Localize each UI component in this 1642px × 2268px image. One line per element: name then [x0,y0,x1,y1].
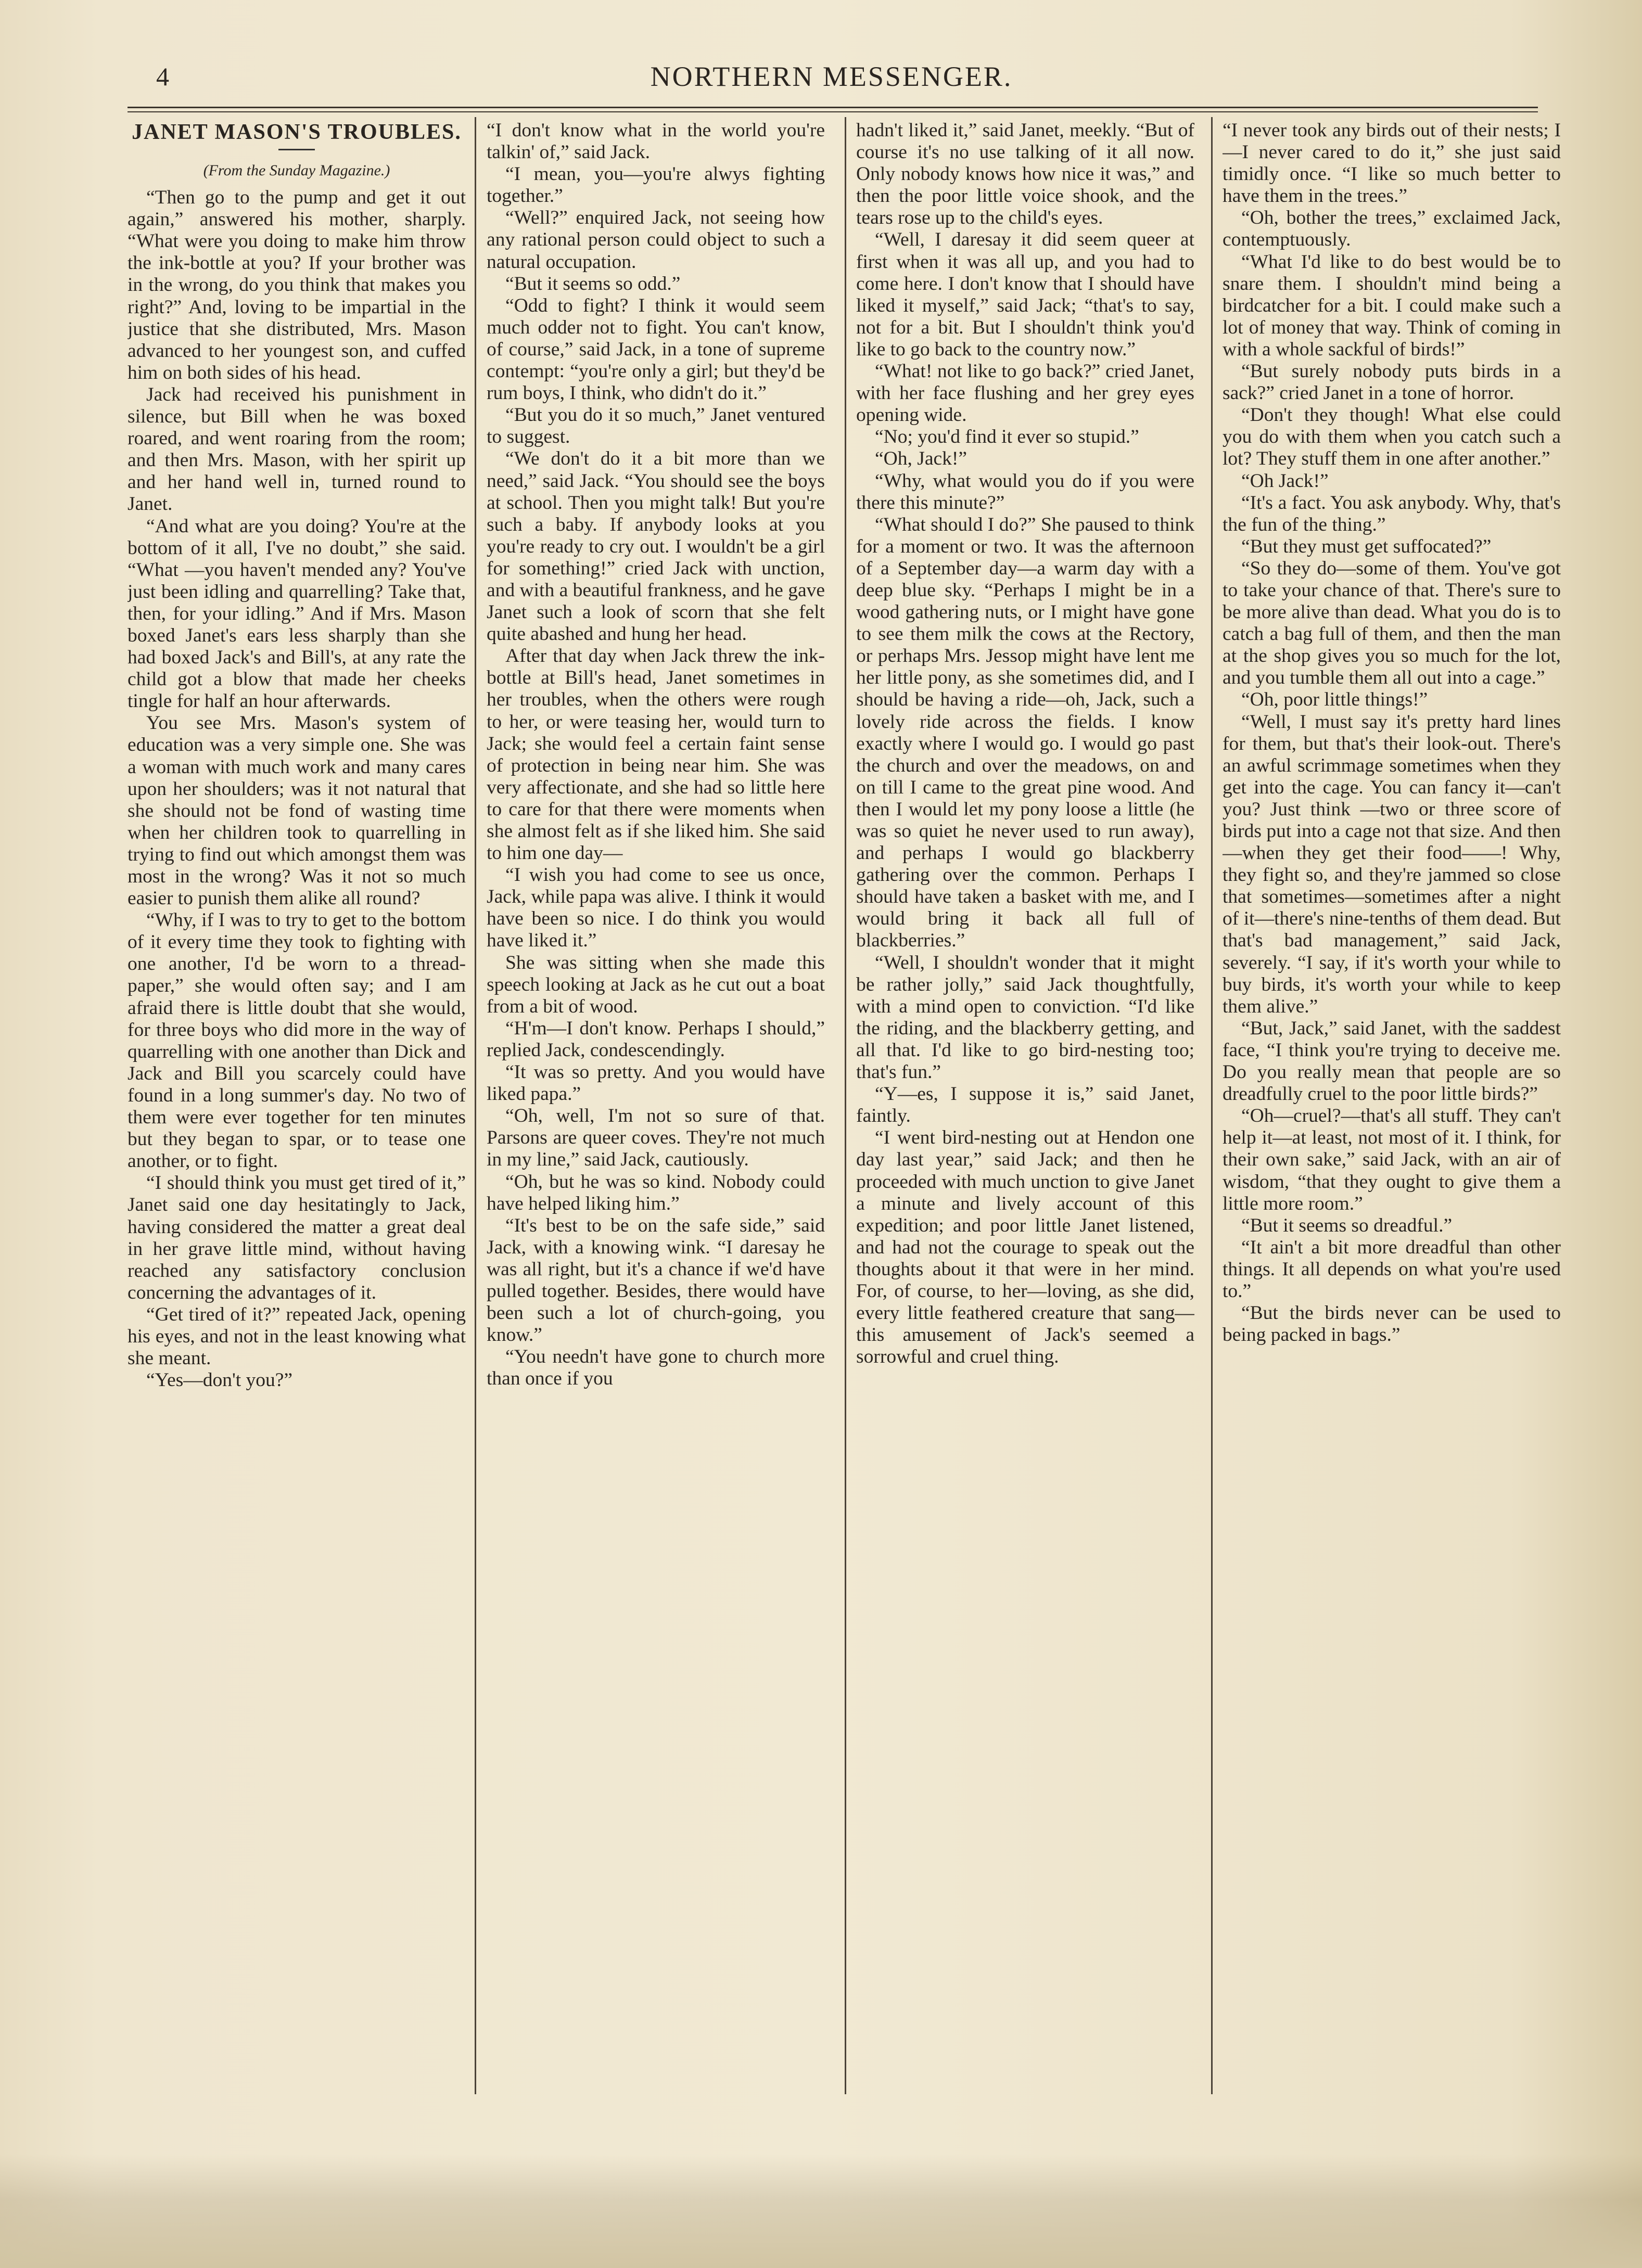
paragraph: “Oh, Jack!” [875,448,967,470]
header-rule-bottom [128,111,1538,112]
paragraph: She was sitting when she made this speech looking at Jack as he cut out a boat from a bit of wood. [487,952,825,1017]
paragraph: hadn't liked it,” said Janet, meekly. “But of course it's no use talking of it all now. Only nobody knows how nice it was,” and then the poor little voice shook, and the tears rose up to the child's eyes. [856,120,1194,229]
paragraph: “It's best to be on the safe side,” said Jack, with a knowing wink. “I daresay he was all right, but it's a chance if we'd have pulled together. Besides, there would have been such a lot of church-going, you know.” [487,1214,825,1346]
paragraph: “Don't they though! What else could you do with them when you catch such a lot? They stuff them in one after another.” [1223,404,1561,470]
paragraph: “Oh, poor little things!” [1241,689,1428,711]
paragraph: You see Mrs. Mason's system of education was a very simple one. She was a woman with much work and many cares upon her shoulders; was it not natural that she should not be fond of wasting time when her children took to quarrelling in trying to find out which amongst them was most in the wrong? Was it not so much easier to punish them alike all round? [128,712,466,909]
paragraph: “But they must get suffocated?” [1241,535,1492,557]
paragraph: “You needn't have gone to church more than once if you [487,1346,825,1390]
paragraph: “H'm—I don't know. Perhaps I should,” replied Jack, condescendingly. [487,1017,825,1061]
story-title: JANET MASON'S TROUBLES. [132,120,462,144]
paragraph: “I never took any birds out of their nests; I—I never cared to do it,” she just said timidly once. “I like so much better to have them in the trees.” [1223,120,1561,207]
paragraph: “It ain't a bit more dreadful than other things. It all depends on what you're used to.” [1223,1236,1561,1302]
page-header [125,57,1538,99]
paragraph: “Yes—don't you?” [146,1369,293,1391]
paragraph: “Oh Jack!” [1241,470,1329,492]
paragraph: “Well, I daresay it did seem queer at first when it was all up, and you had to come here. I don't know that I should have liked it myself,” said Jack; “that's to say, not for a bit. But I shouldn't think you'd like to go back to the country now.” [856,229,1194,360]
header-rule-top [128,107,1538,108]
paragraph: “What I'd like to do best would be to snare them. I shouldn't mind being a birdcatcher for a bit. I could make such a lot of money that way. Think of coming in with a whole sackful of birds!” [1223,251,1561,360]
masthead: NORTHERN MESSENGER. [650,61,1013,92]
paragraph: “But, Jack,” said Janet, with the saddest face, “I think you're trying to deceive me. Do you really mean that people are so dreadfully cruel to the poor little birds?” [1223,1017,1561,1105]
article-column-2 [487,120,825,2097]
paragraph: “I don't know what in the world you're talkin' of,” said Jack. [487,120,825,163]
column-rule-2 [845,117,846,2094]
story-source: (From the Sunday Magazine.) [203,162,390,179]
paragraph: “Why, what would you do if you were there this minute?” [856,470,1194,514]
page-number: 4 [156,62,169,91]
paragraph: “What should I do?” She paused to think for a moment or two. It was the afternoon of a September day—a warm day with a deep blue sky. “Perhaps I might be in a wood gathering nuts, or I might have gone to see them milk the cows at the Rectory, or perhaps Mrs. Jessop might have lent me her little pony, as she sometimes did, and I should be having a ride—oh, Jack, such a lovely ride across the fields. I know exactly where I would go. I would go past the church and over the meadows, on and on till I came to the great pine wood. And then I would let my pony loose a little (he was so quiet he never used to run away), and perhaps I would go blackberry gathering over the common. Perhaps I should have taken a basket with me, and I would bring it back all full of blackberries.” [856,514,1194,952]
page-fold-shadow [0,2154,1642,2268]
paragraph: “But surely nobody puts birds in a sack?” cried Janet in a tone of horror. [1223,361,1561,404]
column-rule-3 [1211,117,1213,2094]
article-column-4 [1223,120,1561,2097]
paragraph: “It's a fact. You ask anybody. Why, that's the fun of the thing.” [1223,492,1561,535]
paragraph: “But you do it so much,” Janet ventured to suggest. [487,404,825,448]
paragraph: “Odd to fight? I think it would seem much odder not to fight. You can't know, of course,” said Jack, in a tone of supreme contempt: “you're only a girl; but they'd be rum boys, I think, who didn't do it.” [487,294,825,404]
paragraph: “Oh, bother the trees,” exclaimed Jack, contemptuously. [1223,207,1561,251]
paragraph: “Oh—cruel?—that's all stuff. They can't help it—at least, not most of it. I think, for their own sake,” said Jack, with an air of wisdom, “that they ought to give them a little more room.” [1223,1105,1561,1214]
paragraph: “Well, I must say it's pretty hard lines for them, but that's their look-out. There's an awful scrimmage sometimes when they get into the cage. You can fancy it—can't you? Just think —two or three score of birds put into a cage not that size. And then—when they get their food——! Why, they fight so, and they're jammed so close that sometimes—sometimes after a night of it—there's nine-tenths of them dead. But that's bad management,” said Jack, severely. “I say, if it's worth your while to buy birds, it's worth your while to keep them alive.” [1223,711,1561,1017]
paragraph: “No; you'd find it ever so stupid.” [875,426,1139,448]
paragraph: “Oh, but he was so kind. Nobody could have helped liking him.” [487,1171,825,1214]
paragraph: “Why, if I was to try to get to the bottom of it every time they took to fighting with one another, I'd be worn to a thread-paper,” she would often say; and I am afraid there is little doubt that she would, for three boys who did more in the way of quarrelling with one another than Dick and Jack and Bill you scarcely could have found in a long summer's day. No two of them were ever together for ten minutes but they began to spar, or to tease one another, or to fight. [128,909,466,1172]
paragraph: “I went bird-nesting out at Hendon one day last year,” said Jack; and then he proceeded with much unction to give Janet a minute and lively account of this expedition; and poor little Janet listened, and had not the courage to speak out the thoughts about it that were in her mind. For, of course, to her—loving, as she did, every little feathered creature that sang—this amusement of Jack's seemed a sorrowful and cruel thing. [856,1127,1194,1368]
paragraph: “But the birds never can be used to being packed in bags.” [1223,1302,1561,1346]
paragraph: After that day when Jack threw the ink-bottle at Bill's head, Janet sometimes in her troubles, when the others were rough to her, or were teasing her, would turn to Jack; she would feel a certain faint sense of protection in being near him. She was very affectionate, and she had so little here to care for that there were moments when she almost felt as if she liked him. She said to him one day— [487,645,825,864]
paragraph: “Y—es, I suppose it is,” said Janet, faintly. [856,1083,1194,1127]
paragraph: “It was so pretty. And you would have liked papa.” [487,1061,825,1105]
paragraph: “Then go to the pump and get it out again,” answered his mother, sharply. “What were you doing to make him throw the ink-bottle at you? If your brother was in the wrong, do you think that makes you right?” And, loving to be impartial in the justice that she distributed, Mrs. Mason advanced to her youngest son, and cuffed him on both sides of his head. [128,187,466,383]
paragraph: Jack had received his punishment in silence, but Bill when he was boxed roared, and went roaring from the room; and then Mrs. Mason, with her spirit up and her hand well in, turned round to Janet. [128,383,466,515]
article-column-3 [856,120,1194,2097]
article-column-1 [128,120,466,2097]
paragraph: “And what are you doing? You're at the bottom of it all, I've no doubt,” she said. “What —you haven't mended any? You've just been idling and quarrelling? Take that, then, for your idling.” And if Mrs. Mason boxed Janet's ears less sharply than she had boxed Jack's and Bill's, at any rate the child got a blow that made her cheeks tingle for half an hour afterwards. [128,515,466,712]
paragraph: “But it seems so dreadful.” [1241,1214,1453,1236]
paragraph: “I wish you had come to see us once, Jack, while papa was alive. I think it would have been so nice. I do think you would have liked it.” [487,864,825,952]
paragraph: “So they do—some of them. You've got to take your chance of that. There's sure to be more alive than dead. What you do is to catch a bag full of them, and then the man at the shop gives you so much for the lot, and you tumble them all out into a cage.” [1223,557,1561,689]
column-rule-1 [475,117,476,2094]
paragraph: “We don't do it a bit more than we need,” said Jack. “You should see the boys at school. Then you might talk! But you're such a baby. If anybody looks at you you're ready to cry out. I wouldn't be a girl for something!” cried Jack with unction, and with a beautiful frankness, and he gave Janet such a look of scorn that she felt quite abashed and hung her head. [487,448,825,645]
paragraph: “Get tired of it?” repeated Jack, opening his eyes, and not in the least knowing what she meant. [128,1303,466,1369]
paragraph: “I mean, you—you're alwys fighting together.” [487,163,825,207]
paragraph: “I should think you must get tired of it,” Janet said one day hesitatingly to Jack, having considered the matter a great deal in her grave little mind, without having reached any satisfactory conclusion concerning the advantages of it. [128,1172,466,1303]
paragraph: “Well, I shouldn't wonder that it might be rather jolly,” said Jack thoughtfully, with a mind open to conviction. “I'd like the riding, and the blackberry getting, and all that. I'd like to go bird-nesting too; that's fun.” [856,952,1194,1083]
paragraph: “What! not like to go back?” cried Janet, with her face flushing and her grey eyes opening wide. [856,361,1194,426]
paragraph: “Oh, well, I'm not so sure of that. Parsons are queer coves. They're not much in my line,” said Jack, cautiously. [487,1105,825,1171]
title-dash [278,149,315,150]
paragraph: “Well?” enquired Jack, not seeing how any rational person could object to such a natural occupation. [487,207,825,273]
paragraph: “But it seems so odd.” [505,273,681,294]
